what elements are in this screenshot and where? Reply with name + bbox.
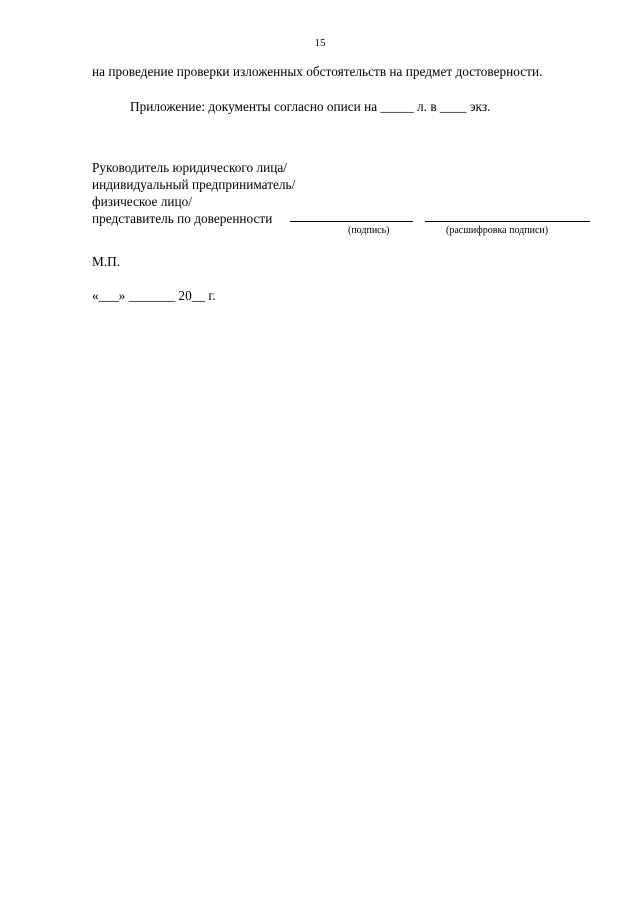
signature-decode-caption: (расшифровка подписи) [446, 225, 549, 236]
role-line-4: представитель по доверенности [92, 211, 273, 226]
date-line: «___» _______ 20__ г. [92, 288, 216, 303]
role-line-3: физическое лицо/ [92, 194, 192, 209]
page-number: 15 [314, 37, 326, 49]
verification-text: на проведение проверки изложенных обстоятельств на предмет достоверности. [92, 64, 543, 79]
role-line-1: Руководитель юридического лица/ [92, 160, 287, 175]
role-line-2: индивидуальный предприниматель/ [92, 177, 296, 192]
signatory-role-block [92, 159, 295, 227]
signature-decode-line [425, 221, 590, 222]
stamp-place-label: М.П. [92, 254, 121, 269]
signature-caption: (подпись) [348, 225, 390, 236]
attachment-text: Приложение: документы согласно описи на _____ л. в ____ экз. [130, 99, 491, 114]
signature-line [290, 221, 413, 222]
